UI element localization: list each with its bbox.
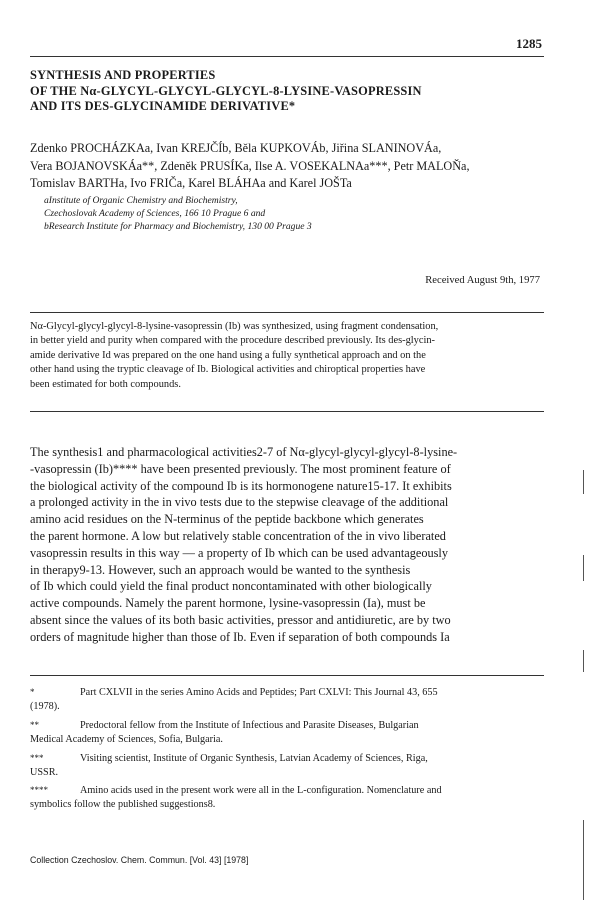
author-line: Vera BOJANOVSKÁa**, Zdeněk PRUSÍKa, Ilse A. VOSEKALNAa***, Petr MALOŇa,	[30, 158, 470, 173]
footnote	[30, 686, 546, 713]
body-line: in therapy9-13. However, such an approach would be wanted to the synthesis	[30, 562, 411, 577]
footnote-text: Predoctoral fellow from the Institute of Infectious and Parasite Diseases, Bulgarian	[80, 720, 419, 731]
author-line: Zdenko PROCHÁZKAa, Ivan KREJČÍb, Běla KUPKOVÁb, Jiřina SLANINOVÁa,	[30, 141, 442, 155]
body-line: orders of magnitude higher than those of Ib. Even if separation of both compounds Ia	[30, 629, 450, 644]
affiliation-line: aInstitute of Organic Chemistry and Biochemistry,	[44, 195, 238, 206]
footnote	[30, 784, 546, 811]
abstract	[30, 320, 545, 392]
footnote-rule	[30, 675, 544, 676]
footnote-mark: ***	[30, 753, 44, 763]
footnote-text: Visiting scientist, Institute of Organic Synthesis, Latvian Academy of Sciences, Riga,	[80, 753, 428, 764]
footnote-mark: *	[30, 687, 35, 697]
footnote-mark: ****	[30, 785, 48, 795]
abstract-bottom-rule	[30, 411, 544, 412]
journal-footer: Collection Czechoslov. Chem. Commun. [Vol. 43] [1978]	[30, 855, 249, 865]
article-title	[30, 68, 550, 115]
body-line: absent since the values of its both basic activities, pressor and antidiuretic, are by two	[30, 612, 451, 627]
author-line: Tomislav BARTHa, Ivo FRIČa, Karel BLÁHAa and Karel JOŠTa	[30, 176, 352, 190]
footnote-text: (1978).	[30, 700, 60, 712]
footnote	[30, 719, 546, 746]
affiliation-line: Czechoslovak Academy of Sciences, 166 10 Prague 6 and	[44, 208, 266, 219]
body-line: the parent hormone. A low but relatively stable concentration of the in vivo liberated	[30, 528, 446, 543]
header-rule	[30, 56, 544, 57]
footnote-mark: **	[30, 720, 39, 730]
abstract-line: Nα-Glycyl-glycyl-glycyl-8-lysine-vasopressin (Ib) was synthesized, using fragment condensation,	[30, 321, 439, 332]
body-line: a prolonged activity in the in vivo tests due to the stepwise cleavage of the additional	[30, 495, 449, 510]
body-text	[30, 444, 546, 646]
body-line: of Ib which could yield the final product noncontaminated with other biologically	[30, 579, 432, 594]
title-line: SYNTHESIS AND PROPERTIES	[30, 68, 216, 82]
abstract-line: amide derivative Id was prepared on the one hand using a fully synthetical approach and on the	[30, 349, 426, 361]
footnote-text: Amino acids used in the present work were all in the L-configuration. Nomenclature and	[80, 785, 442, 796]
body-line: active compounds. Namely the parent hormone, lysine-vasopressin (Ia), must be	[30, 596, 426, 611]
body-line: -vasopressin (Ib)**** have been presented previously. The most prominent feature of	[30, 461, 451, 476]
title-line: AND ITS DES-GLYCINAMIDE DERIVATIVE*	[30, 99, 296, 113]
footnote-text: Part CXLVII in the series Amino Acids and Peptides; Part CXLVI: This Journal 43, 655	[80, 687, 438, 698]
body-line: The synthesis1 and pharmacological activities2-7 of Nα-glycyl-glycyl-glycyl-8-lysine-	[30, 445, 458, 459]
margin-line	[583, 555, 584, 581]
footnote-text: USSR.	[30, 766, 59, 778]
footnote-text: symbolics follow the published suggestions8.	[30, 798, 216, 810]
abstract-line: been estimated for both compounds.	[30, 378, 181, 390]
footnote	[30, 752, 546, 779]
affiliation-line: bResearch Institute for Pharmacy and Biochemistry, 130 00 Prague 3	[44, 221, 312, 232]
abstract-top-rule	[30, 312, 544, 313]
body-line: vasopressin results in this way — a property of Ib which can be used advantageously	[30, 545, 448, 560]
affiliations	[44, 194, 544, 233]
body-line: the biological activity of the compound Ib is its hormonogene nature15-17. It exhibits	[30, 478, 452, 493]
margin-line	[583, 820, 584, 900]
author-list	[30, 140, 560, 193]
received-date: Received August 9th, 1977	[425, 275, 540, 286]
title-line: OF THE Nα-GLYCYL-GLYCYL-GLYCYL-8-LYSINE-VASOPRESSIN	[30, 83, 422, 98]
abstract-line: in better yield and purity when compared with the procedure described previously. Its des-glycin-	[30, 335, 436, 347]
margin-line	[583, 470, 584, 494]
abstract-line: other hand using the tryptic cleavage of Ib. Biological activities and chiroptical properties have	[30, 364, 426, 376]
page-number: 1285	[516, 36, 542, 51]
footnote-text: Medical Academy of Sciences, Sofia, Bulgaria.	[30, 733, 223, 745]
body-line: amino acid residues on the N-terminus of the peptide backbone which generates	[30, 512, 424, 527]
margin-line	[583, 650, 584, 672]
